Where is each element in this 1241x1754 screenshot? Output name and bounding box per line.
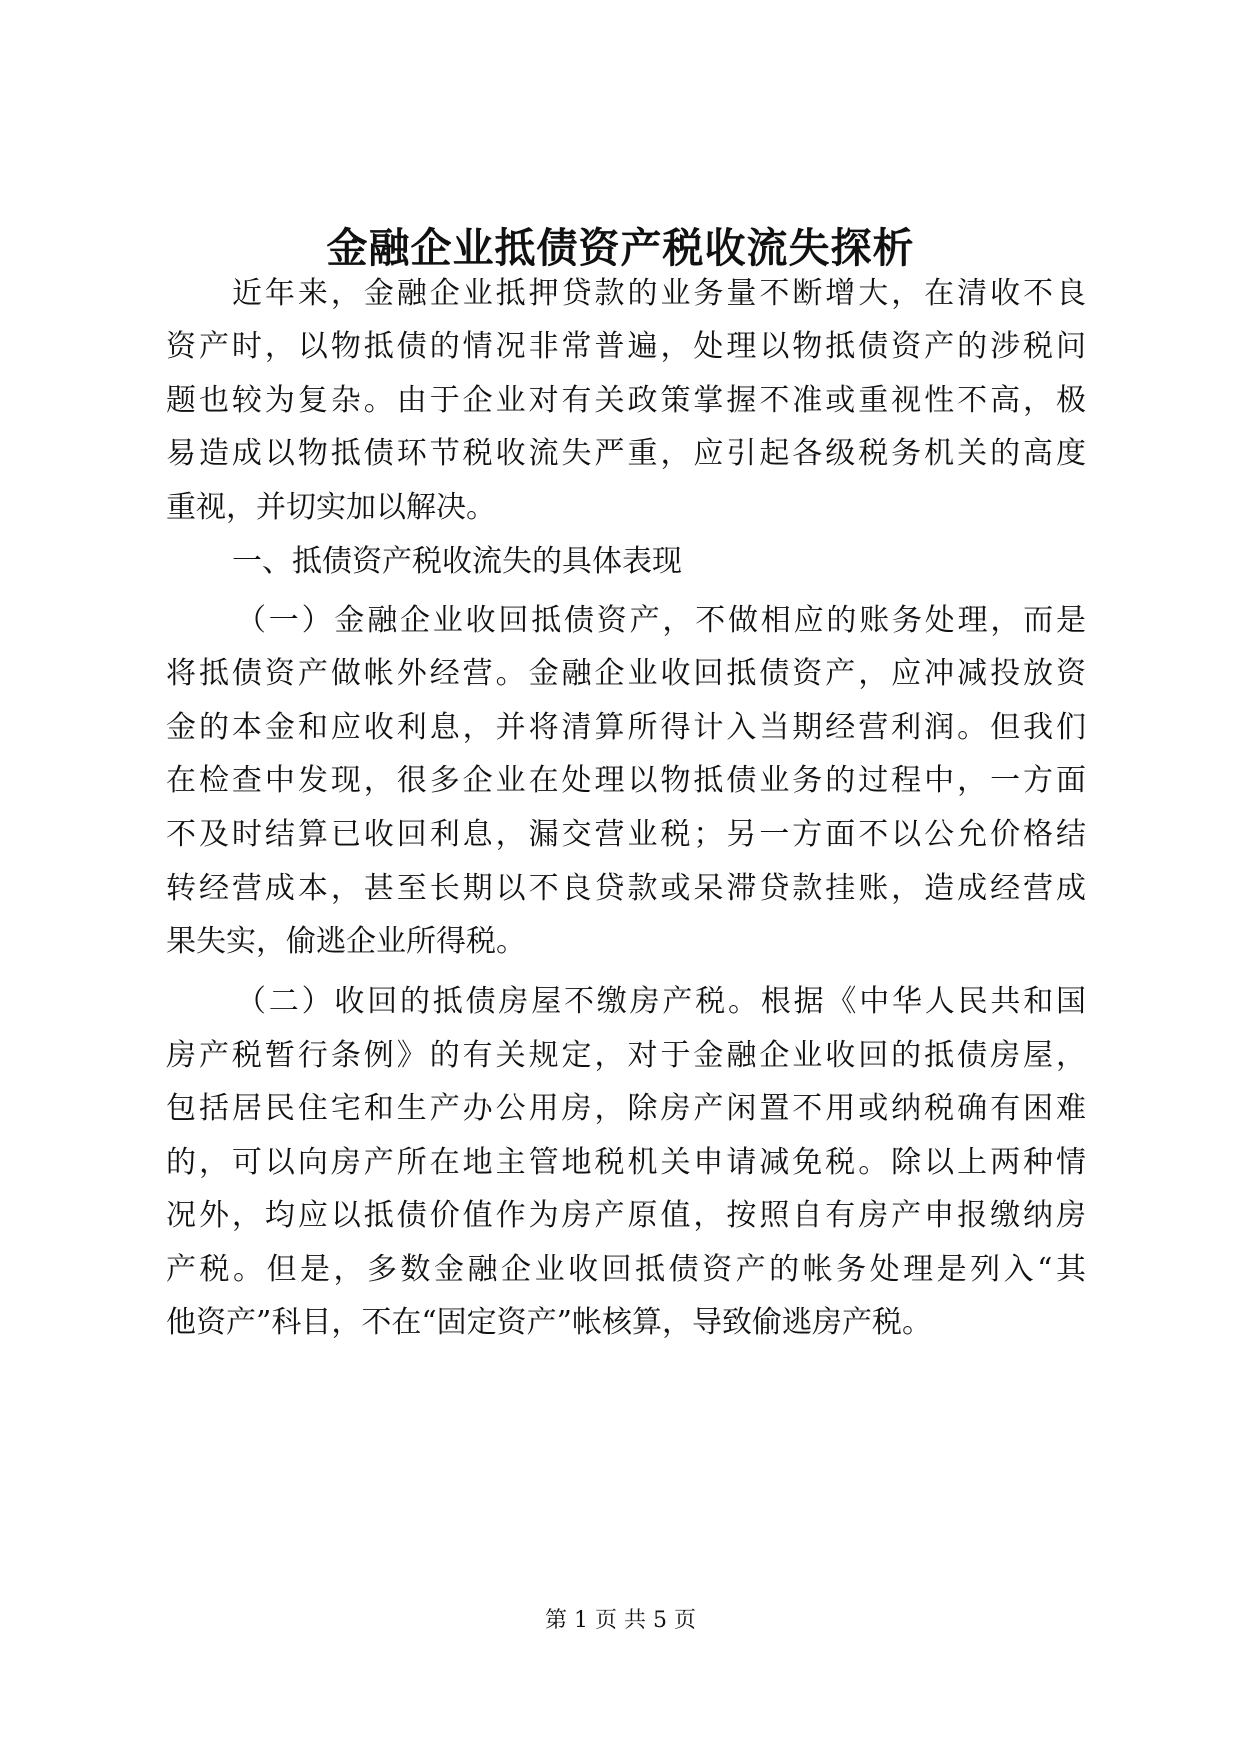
paragraph-line: 易造成以物抵债环节税收流失严重，应引起各级税务机关的高度: [166, 436, 1086, 471]
paragraph-line: 金的本金和应收利息，并将清算所得计入当期经营利润。但我们: [166, 710, 1086, 745]
paragraph-line: 资产时，以物抵债的情况非常普遍，处理以物抵债资产的涉税问: [166, 329, 1086, 364]
paragraph-line: 近年来，金融企业抵押贷款的业务量不断增大，在清收不良: [232, 276, 1086, 311]
paragraph-line: （二）收回的抵债房屋不缴房产税。根据《中华人民共和国: [236, 984, 1086, 1019]
paragraph-line: 不及时结算已收回利息，漏交营业税；另一方面不以公允价格结: [166, 817, 1086, 852]
paragraph-line: 将抵债资产做帐外经营。金融企业收回抵债资产，应冲减投放资: [166, 656, 1086, 691]
paragraph-line: 转经营成本，甚至长期以不良贷款或呆滞贷款挂账，造成经营成: [166, 871, 1086, 906]
paragraph-line: 包括居民住宅和生产办公用房，除房产闲置不用或纳税确有困难: [166, 1091, 1086, 1126]
paragraph-line: 果失实，偷逃企业所得税。: [166, 924, 526, 959]
paragraph-line: 的，可以向房产所在地主管地税机关申请减免税。除以上两种情: [166, 1145, 1086, 1180]
document-title: 金融企业抵债资产税收流失探析: [326, 224, 915, 272]
paragraph-line: 房产税暂行条例》的有关规定，对于金融企业收回的抵债房屋，: [166, 1038, 1086, 1073]
section-heading: 一、抵债资产税收流失的具体表现: [232, 544, 682, 579]
paragraph-line: 重视，并切实加以解决。: [166, 490, 496, 525]
paragraph-line: 他资产”科目，不在“固定资产”帐核算，导致偷逃房产税。: [166, 1305, 933, 1340]
paragraph-line: 题也较为复杂。由于企业对有关政策掌握不准或重视性不高，极: [166, 383, 1086, 418]
page-number-footer: 第 1 页 共 5 页: [545, 1608, 696, 1633]
paragraph-line: 在检查中发现，很多企业在处理以物抵债业务的过程中，一方面: [166, 763, 1086, 798]
paragraph-line: （一）金融企业收回抵债资产，不做相应的账务处理，而是: [236, 603, 1086, 638]
paragraph-line: 产税。但是，多数金融企业收回抵债资产的帐务处理是列入“其: [166, 1252, 1086, 1287]
paragraph-line: 况外，均应以抵债价值作为房产原值，按照自有房产申报缴纳房: [166, 1198, 1086, 1233]
